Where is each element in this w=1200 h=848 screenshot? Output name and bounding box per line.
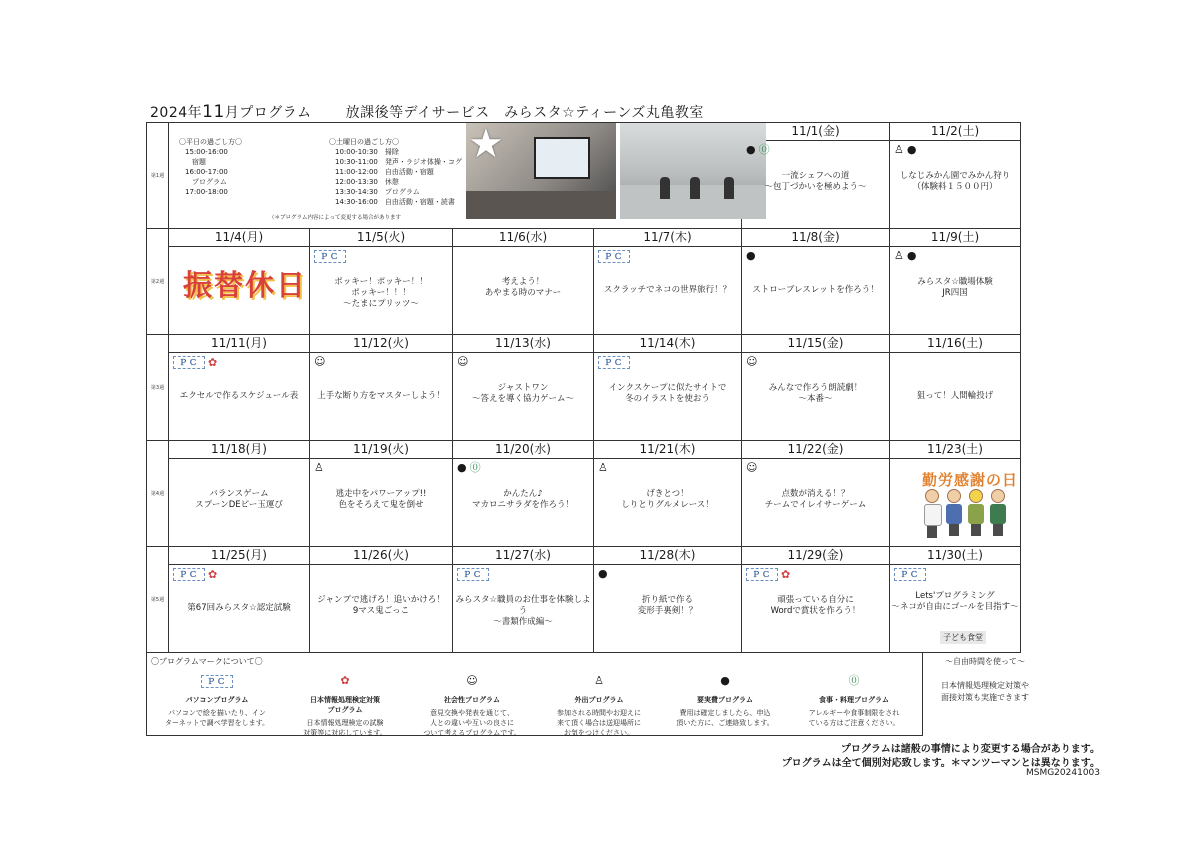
day-cell: ♙ ● みらスタ☆職場体験 JR四国 [894,249,993,298]
date-header: 11/22(金) [787,442,844,456]
weekday-schedule: 〇平日の過ごし方〇 15:00-16:00 宿題 16:00-17:00 プログラム 17:00-18:00 [179,138,242,196]
legend-item: ● 要実費プログラム 費用は確定しましたら、申込 頂いた方に、ご連絡致します。 [676,674,774,727]
day-cell: ● 折り紙で作る 変形手裏剣！？ [598,567,698,616]
date-header: 11/8(金) [791,230,840,244]
week-label: 第2週 [147,229,169,335]
schedule-note: （＊プログラム内容によって変更する場合があります [269,215,401,221]
pc-mark: ＰＣ [598,356,630,369]
legend-item: ✿ 日本情報処理検定対策 プログラム 日本情報処理検定の試験 対策等に対応しています。 [303,674,387,737]
legend-item: ♙ 外出プログラム 参加される時間やお迎えに 来て頂く場合は送迎場所に お気をつけください。 [557,674,641,737]
day-cell: ☺ 点数が消える！？ チームでイレイサーゲーム [746,461,867,510]
pc-mark: ＰＣ [173,568,205,581]
legend-item: ⓪ 食事・料理プログラム アレルギーや食事制限をされ ている方はご注意ください。 [808,674,900,727]
social-icon: ☺ [466,674,478,687]
footer-notice-2: プログラムは全て個別対応致します。＊マンツーマンとは異なります。 [781,758,1100,769]
star-graphic: ★ [468,121,504,167]
date-header: 11/2(土) [930,124,980,138]
day-cell: ＰＣ インクスケープに似たサイトで 冬のイラストを使おう [594,353,741,440]
money-icon: ● [457,461,467,474]
day-cell [890,459,1020,546]
meal-icon: ⓪ [469,461,481,474]
day-cell: ＰＣ ポッキー！ポッキー！！ ポッキー！！！ ～たまにプリッツ～ [310,247,452,334]
footer-notice-1: プログラムは諸般の事情により変更する場合があります。 [840,744,1100,755]
week-label: 第4週 [147,441,169,547]
money-icon: ● [906,249,917,262]
day-cell: ♙ 逃走中をパワーアップ!! 色をそろえて鬼を倒せ [314,461,427,510]
outing-icon: ♙ [598,461,608,474]
date-header: 11/9(土) [930,230,980,244]
social-icon: ☺ [746,461,758,474]
legend-item: ☺ 社会性プログラム 意見交換や発表を通じて、 人との違いや互いの良さに ついて考えるプログラムです。 [423,674,521,737]
money-icon: ● [720,674,730,687]
legend-item: ＰＣ パソコンプログラム パソコンで絵を描いたり、イン ターネットで調べ学習をします。 [164,677,270,727]
social-icon: ☺ [746,355,758,368]
date-header: 11/16(土) [927,336,983,350]
date-header: 11/11(月) [211,336,267,350]
license-icon: ✿ [340,674,350,687]
pc-mark: ＰＣ [314,250,346,263]
meal-icon: ⓪ [758,143,770,156]
date-header: 11/15(金) [787,336,844,350]
legend-heading: 〇プログラムマークについて〇 [151,657,263,666]
license-icon: ✿ [781,568,791,581]
money-icon: ● [746,143,756,156]
outing-icon: ♙ [894,249,904,262]
day-cell: ＰＣ Lets'プログラミング ～ネコが自由にゴールを目指す～ 子ども食堂 [891,570,1019,642]
date-header: 11/13(水) [495,336,551,350]
day-cell: ● ストローブレスレットを作ろう！ [746,249,879,295]
pc-mark: ＰＣ [173,356,205,369]
license-icon: ✿ [208,356,218,369]
week-label: 第1週 [147,123,169,229]
day-cell: ● ⓪ 一流シェフへの道 ～包丁づかいを極めよう～ [746,143,867,192]
day-cell: ● ⓪ かんたん♪ マカロニサラダを作ろう！ [457,461,574,510]
pc-mark: ＰＣ [598,250,630,263]
day-cell: ＰＣ みらスタ☆職員のお仕事を体験しよう ～書類作成編～ [455,570,591,627]
license-icon: ✿ [208,568,218,581]
document-code: MSMG20241003 [1025,768,1100,778]
pc-mark: ＰＣ [457,568,489,581]
holiday-label: 振替休日 [183,268,308,302]
day-cell: ♙ げきとつ！ しりとりグルメレース！ [598,461,714,510]
date-header: 11/6(水) [498,230,548,244]
date-header: 11/27(水) [495,548,551,562]
pc-mark: ＰＣ [201,675,233,688]
money-icon: ● [598,567,608,580]
date-header: 11/4(月) [214,230,264,244]
date-header: 11/1(金) [791,124,840,138]
holiday-label: 勤労感謝の日 [922,471,1019,489]
side-note: ～自由時間を使って～ 日本情報処理検定対策や 面接対策も実施できます [941,657,1029,702]
social-icon: ☺ [457,355,469,368]
day-cell: バランスゲーム スプーンDEピー玉運び [195,489,283,510]
date-header: 11/19(火) [353,442,409,456]
day-cell: ＰＣ ✿ エクセルで作るスケジュール表 [169,353,309,440]
saturday-schedule: 〇土曜日の過ごし方〇 10:00-10:30 掃除 10:30-11:00 発声・ラジオ体操・コグ 11:00-12:00 自由活動・宿題 12:00-13:30 休憩 13:30-14:30 プログラム 14:30-16:00 自由活動・宿題・読書 [329,138,462,206]
day-cell: ＰＣ スクラッチでネコの世界旅行！？ [594,247,741,334]
date-header: 11/20(水) [495,442,551,456]
outing-icon: ♙ [314,461,324,474]
program-legend [146,652,923,736]
workers-illustration [924,489,1006,537]
meal-icon: ⓪ [848,674,860,687]
date-header: 11/14(木) [639,336,696,350]
day-cell: ジャンプで逃げろ！追いかけろ！ 9マス鬼ごっこ [317,595,445,616]
page-title: 2024年11月プログラム 放課後等デイサービス みらスタ☆ティーンズ丸亀教室 [150,102,704,122]
money-icon: ● [906,143,917,156]
outing-icon: ♙ [594,674,604,687]
calendar-table [146,122,1021,653]
date-header: 11/23(土) [927,442,983,456]
date-header: 11/7(木) [643,230,692,244]
date-header: 11/29(金) [787,548,844,562]
classroom-photo [466,123,616,219]
money-icon: ● [746,249,756,262]
date-header: 11/5(火) [356,230,406,244]
date-header: 11/28(木) [639,548,696,562]
day-cell: ♙ ● しなじみかん園でみかん狩り （体験料１５００円） [894,143,1011,192]
day-cell: ＰＣ ✿ 頑張っている自分に Wordで賞状を作ろう！ [742,565,889,652]
kodomo-shokudo-badge: 子ども食堂 [940,631,986,644]
social-icon: ☺ [314,355,326,368]
day-cell: 狙って！人間輪投げ [916,391,994,401]
date-header: 11/12(火) [353,336,409,350]
day-cell: 考えよう！ あやまる時のマナー [484,277,562,298]
day-cell [169,247,309,334]
pc-mark: ＰＣ [894,568,926,581]
schedule-intro [169,123,741,227]
day-cell: ☺ 上手な断り方をマスターしよう！ [314,355,445,401]
outing-icon: ♙ [894,143,904,156]
pc-mark: ＰＣ [746,568,778,581]
date-header: 11/25(月) [211,548,267,562]
week-label: 第3週 [147,335,169,441]
day-cell: ☺ みんなで作ろう朗読劇！ ～本番～ [746,355,863,404]
day-cell: ＰＣ ✿ 第67回みらスタ☆認定試験 [169,565,309,652]
date-header: 11/30(土) [927,548,983,562]
week-label: 第5週 [147,547,169,653]
date-header: 11/26(火) [353,548,409,562]
date-header: 11/21(木) [639,442,696,456]
day-cell: ☺ ジャストワン ～答えを導く協力ゲーム～ [457,355,574,404]
date-header: 11/18(月) [211,442,267,456]
